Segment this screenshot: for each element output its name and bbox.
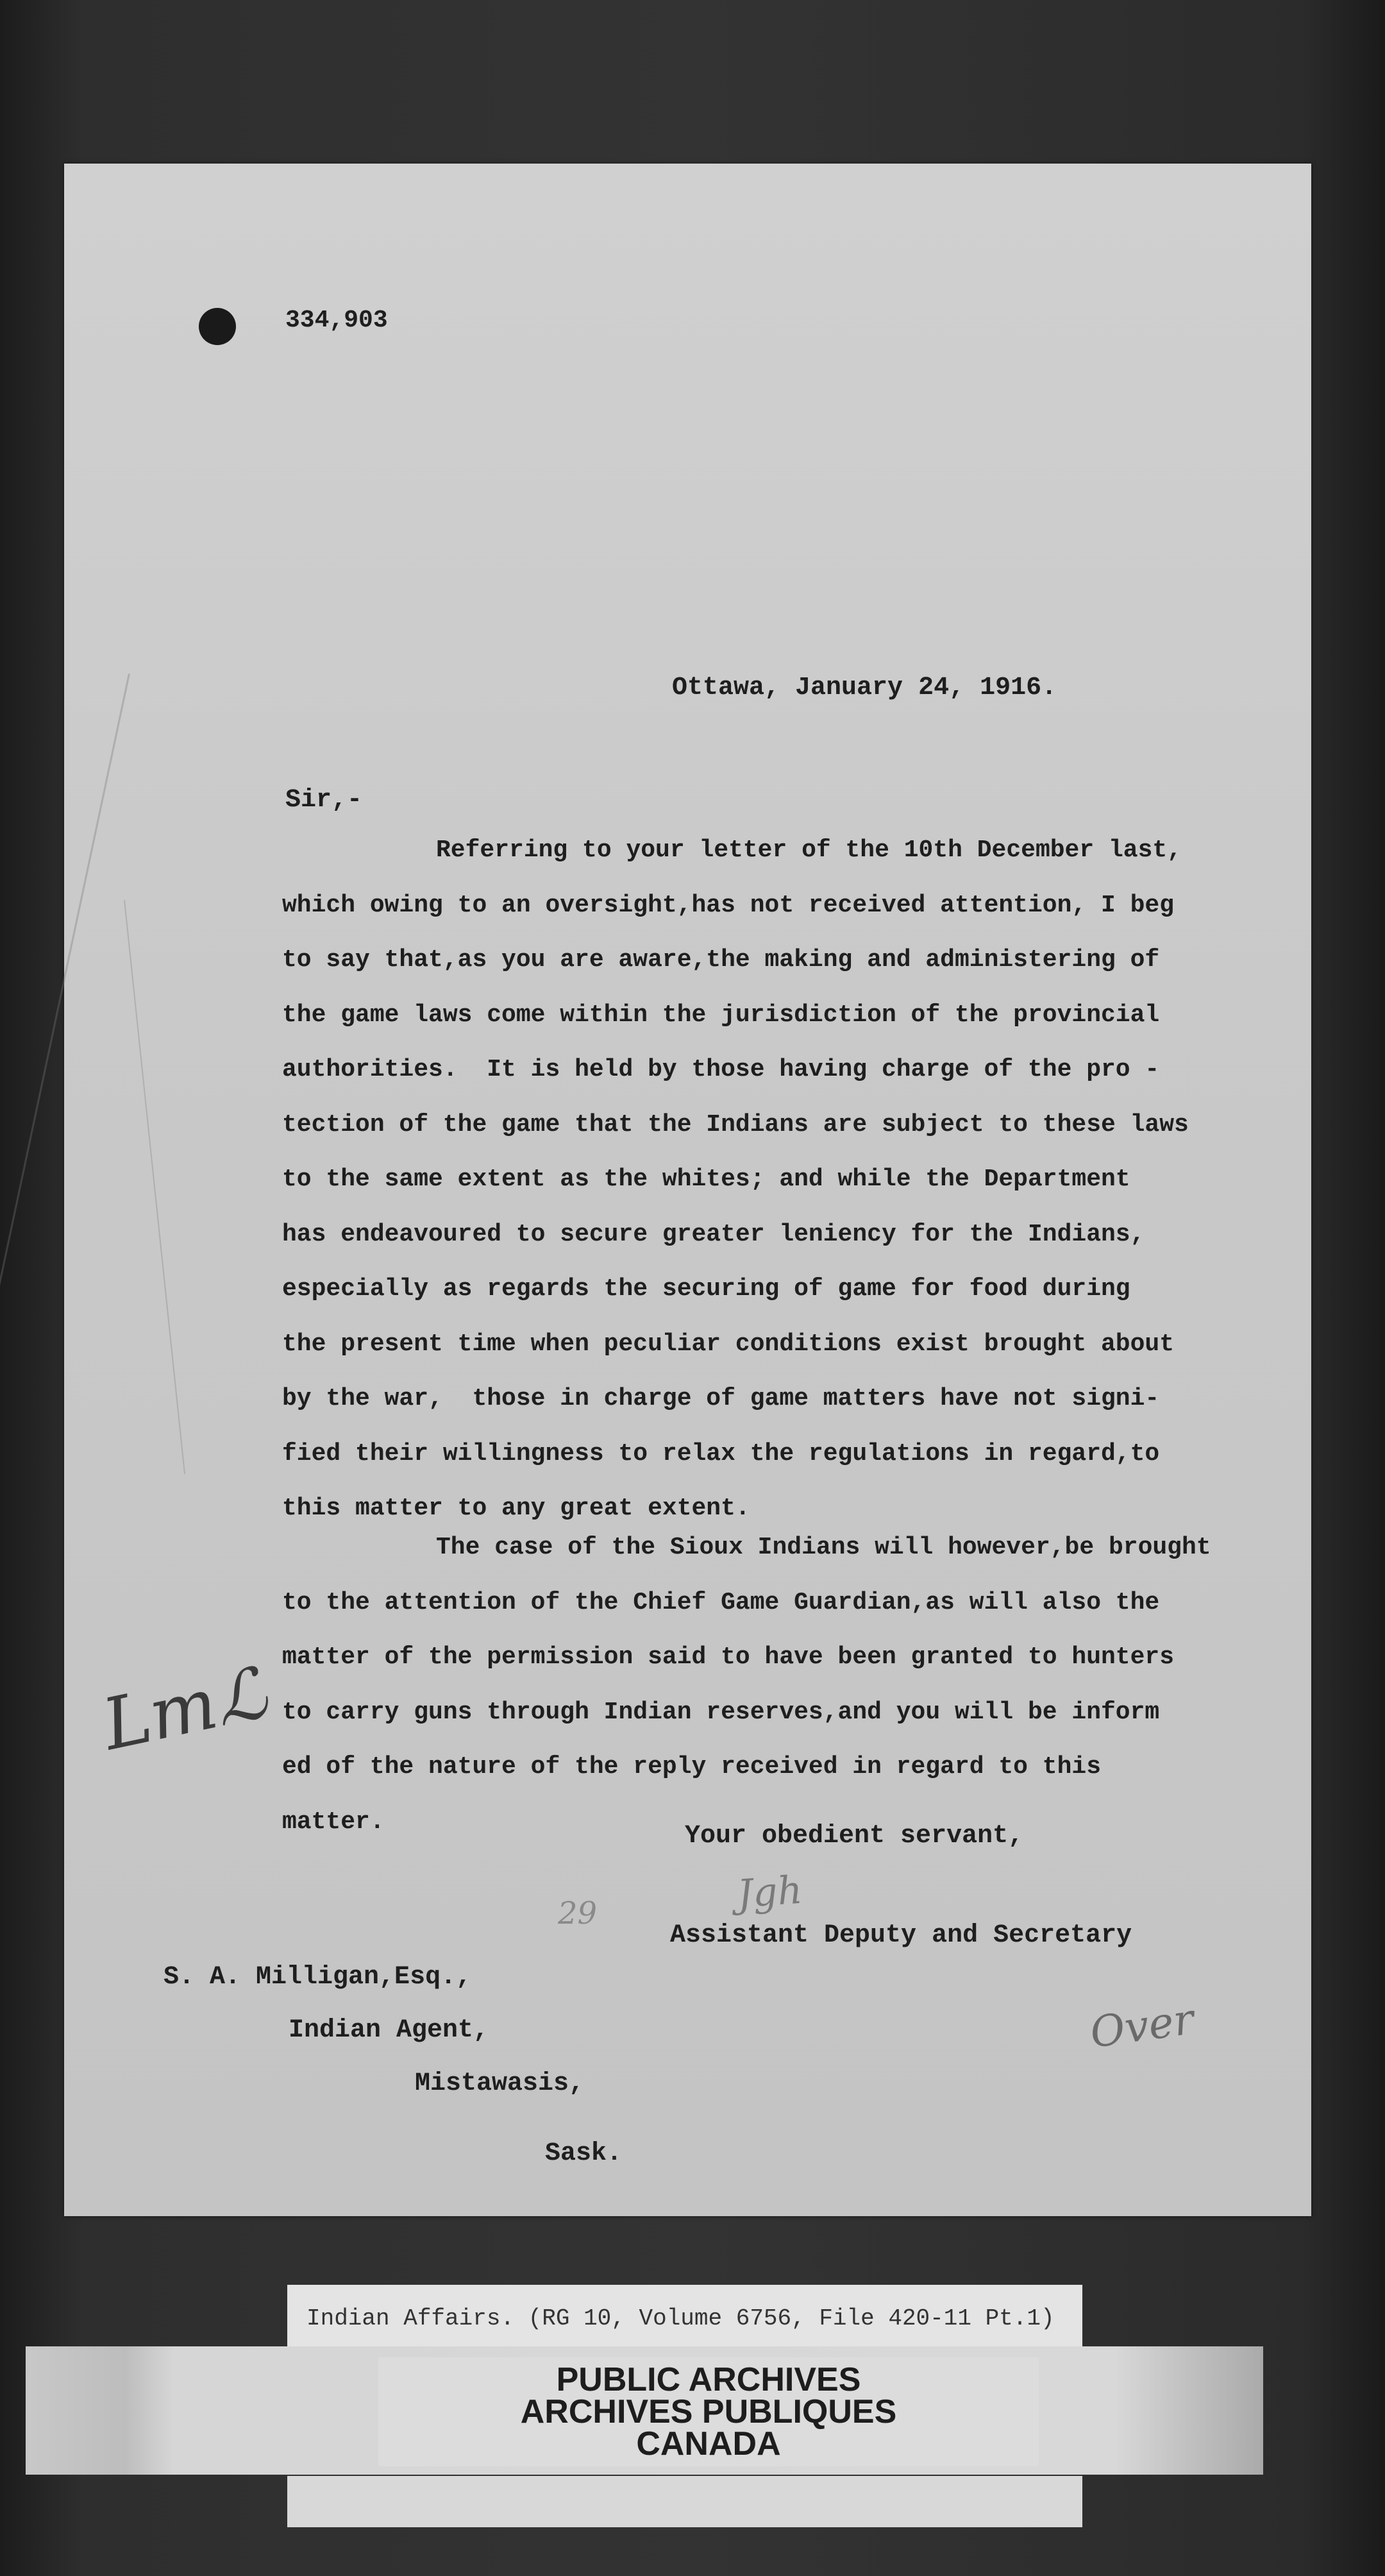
- text-line: to carry guns through Indian reserves,and you will be inform: [282, 1698, 1160, 1726]
- signature-title: Assistant Deputy and Secretary: [670, 1921, 1132, 1950]
- paragraph-2: [282, 1520, 1282, 1849]
- date-line: Ottawa, January 24, 1916.: [672, 674, 1057, 702]
- closing: Your obedient servant,: [685, 1822, 1024, 1851]
- handwritten-over: Over: [1087, 1994, 1197, 2058]
- recipient-place: Mistawasis,: [415, 2069, 585, 2098]
- text-line: ed of the nature of the reply received in regard to this: [282, 1753, 1102, 1781]
- stamp-line-2: ARCHIVES PUBLIQUES: [520, 2393, 897, 2430]
- text-line: has endeavoured to secure greater leniency for the Indians,: [282, 1220, 1145, 1248]
- recipient-title: Indian Agent,: [289, 2016, 489, 2045]
- text-line: matter of the permission said to have been granted to hunters: [282, 1643, 1175, 1671]
- text-line: tection of the game that the Indians are subject to these laws: [282, 1110, 1189, 1139]
- paragraph-1: [282, 823, 1282, 1536]
- recipient-name: S. A. Milligan,Esq.,: [164, 1963, 472, 1992]
- stamp-line-3: CANADA: [636, 2425, 781, 2462]
- text-line: this matter to any great extent.: [282, 1495, 750, 1522]
- text-line: the game laws come within the jurisdiction of the provincial: [282, 1001, 1160, 1029]
- stamp-line-1: PUBLIC ARCHIVES: [556, 2361, 861, 2398]
- recipient-province: Sask.: [545, 2139, 623, 2168]
- archive-stamp: [378, 2357, 1039, 2466]
- text-line: to say that,as you are aware,the making and administering of: [282, 946, 1160, 974]
- text-line: the present time when peculiar conditions exist brought about: [282, 1330, 1175, 1358]
- handwritten-signature: Jgh: [735, 1867, 804, 1917]
- text-line: which owing to an oversight,has not received attention, I beg: [282, 891, 1175, 919]
- salutation: Sir,-: [285, 786, 363, 815]
- handwritten-mark: 29: [558, 1895, 598, 1931]
- text-line: to the same extent as the whites; and while the Department: [282, 1165, 1130, 1193]
- file-number: 334,903: [285, 307, 388, 334]
- bottom-label-strip: [287, 2476, 1082, 2527]
- text-line: The case of the Sioux Indians will however,be brought: [436, 1534, 1211, 1561]
- text-line: fied their willingness to relax the regulations in regard,to: [282, 1439, 1160, 1468]
- archive-reference: Indian Affairs. (RG 10, Volume 6756, File 420-11 Pt.1): [306, 2305, 1055, 2332]
- handwritten-initials: Lmℒ: [96, 1651, 274, 1767]
- text-line: matter.: [282, 1808, 385, 1836]
- text-line: authorities. It is held by those having charge of the pro -: [282, 1056, 1160, 1083]
- text-line: Referring to your letter of the 10th December last,: [436, 836, 1182, 864]
- punch-hole-icon: [199, 308, 236, 345]
- text-line: by the war, those in charge of game matters have not signi-: [282, 1385, 1160, 1412]
- text-line: especially as regards the securing of game for food during: [282, 1275, 1130, 1303]
- text-line: to the attention of the Chief Game Guardian,as will also the: [282, 1588, 1160, 1616]
- archive-reference-label: [287, 2285, 1082, 2352]
